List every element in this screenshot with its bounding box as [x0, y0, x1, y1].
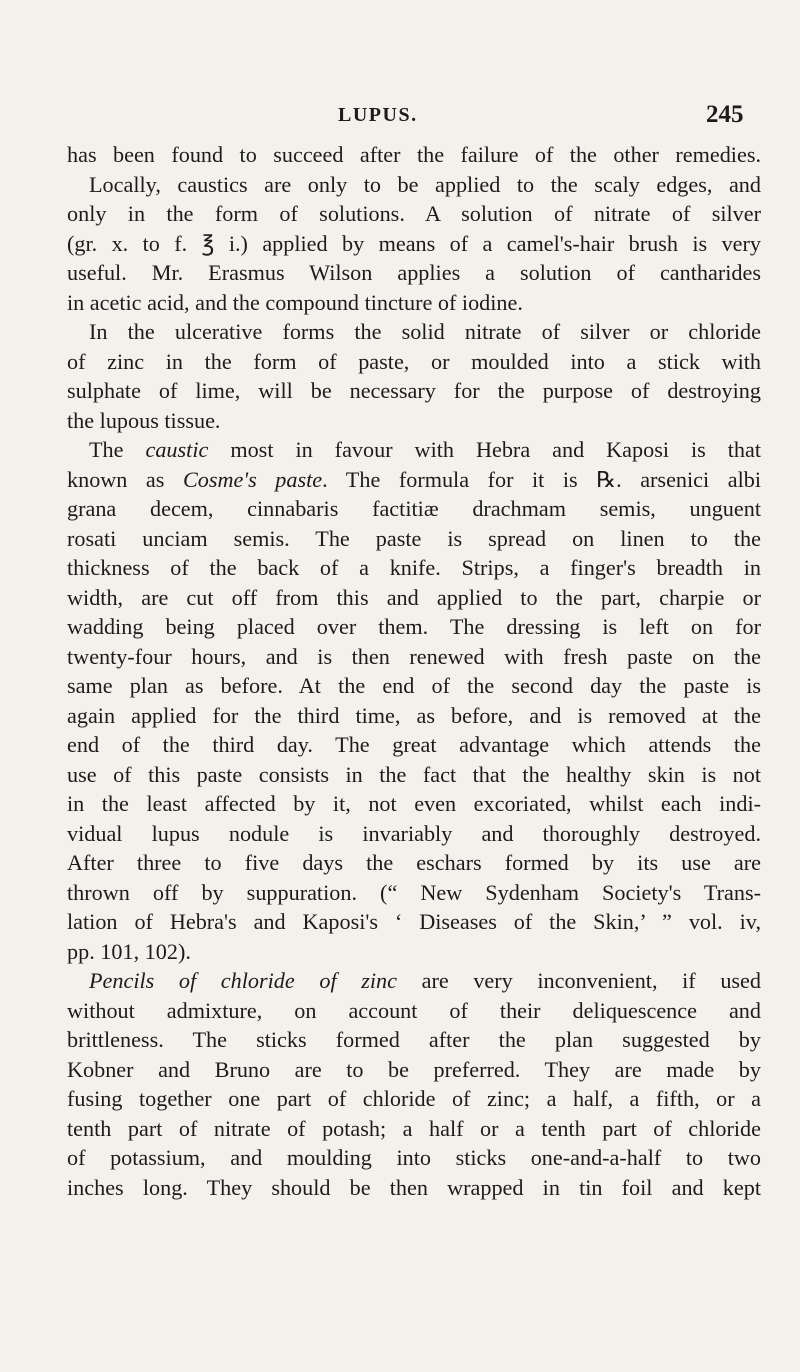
text-segment: . The formula for it is ℞. arsenici albi [322, 466, 761, 492]
text-line: In the ulcerative forms the solid nitrate of silver or chloride [89, 319, 761, 344]
text-line: useful. Mr. Erasmus Wilson applies a solution of cantharides [67, 260, 761, 285]
word-the: The [89, 437, 124, 462]
text-line: After three to five days the eschars formed by its use are [67, 850, 761, 875]
text-line: fusing together one part of chloride of zinc; a half, a fifth, or a [67, 1086, 761, 1111]
text-line: width, are cut off from this and applied to the part, charpie or [67, 584, 761, 610]
page-number: 245 [706, 101, 744, 128]
body-text [67, 140, 761, 1202]
text-segment: most in favour with Hebra and Kaposi is that [230, 437, 761, 462]
text-line: Locally, caustics are only to be applied to the scaly edges, and [89, 171, 761, 197]
word-known-as: known as [67, 466, 165, 492]
text-line: same plan as before. At the end of the second day the paste is [67, 673, 761, 698]
text-line: vidual lupus nodule is invariably and thoroughly destroyed. [67, 820, 761, 846]
text-line: brittleness. The sticks formed after the plan suggested by [67, 1027, 761, 1052]
text-line [67, 435, 761, 465]
text-line: pp. 101, 102). [67, 938, 191, 964]
text-line: use of this paste consists in the fact that the healthy skin is not [67, 761, 761, 787]
text-line: twenty-four hours, and is then renewed with fresh paste on the [67, 643, 761, 669]
text-line: in the least affected by it, not even excoriated, whilst each indi- [67, 791, 761, 816]
page-header [0, 101, 800, 134]
text-line: of zinc in the form of paste, or moulded into a stick with [67, 348, 761, 374]
text-line: only in the form of solutions. A solution of nitrate of silver [67, 201, 761, 226]
text-line: again applied for the third time, as before, and is removed at the [67, 702, 761, 728]
emphasis-caustic: caustic [145, 437, 209, 462]
text-line [67, 465, 761, 495]
running-title: LUPUS. [338, 104, 418, 126]
text-line: rosati unciam semis. The paste is spread on linen to the [67, 525, 761, 551]
text-line: sulphate of lime, will be necessary for the purpose of destroying [67, 378, 761, 403]
text-line: grana decem, cinnabaris factitiæ drachmam semis, unguent [67, 496, 761, 521]
text-line: Kobner and Bruno are to be preferred. They are made by [67, 1056, 761, 1082]
text-segment: are very inconvenient, if used [421, 968, 761, 993]
text-line: lation of Hebra's and Kaposi's ‘ Diseases of the Skin,’ ” vol. iv, [67, 909, 761, 934]
text-line: (gr. x. to f. ℥ i.) applied by means of a camel's-hair brush is very [67, 230, 761, 256]
text-line: of potassium, and moulding into sticks one-and-a-half to two [67, 1145, 761, 1170]
text-line: thrown off by suppuration. (“ New Sydenham Society's Trans- [67, 879, 761, 905]
emphasis-cosmes-paste: Cosme's paste [182, 466, 323, 492]
text-line: the lupous tissue. [67, 407, 221, 433]
text-line [67, 966, 761, 996]
text-line: wadding being placed over them. The dressing is left on for [67, 614, 761, 639]
text-line: tenth part of nitrate of potash; a half or a tenth part of chloride [67, 1115, 761, 1141]
text-line: end of the third day. The great advantage which attends the [67, 732, 761, 757]
text-line: has been found to succeed after the failure of the other remedies. [67, 142, 761, 167]
emphasis-pencils: Pencils of chloride of zinc [89, 968, 397, 993]
text-line: without admixture, on account of their deliquescence and [67, 997, 761, 1023]
text-line: inches long. They should be then wrapped in tin foil and kept [67, 1174, 761, 1200]
text-line: in acetic acid, and the compound tincture of iodine. [67, 289, 523, 315]
text-line: thickness of the back of a knife. Strips, a finger's breadth in [67, 555, 761, 580]
